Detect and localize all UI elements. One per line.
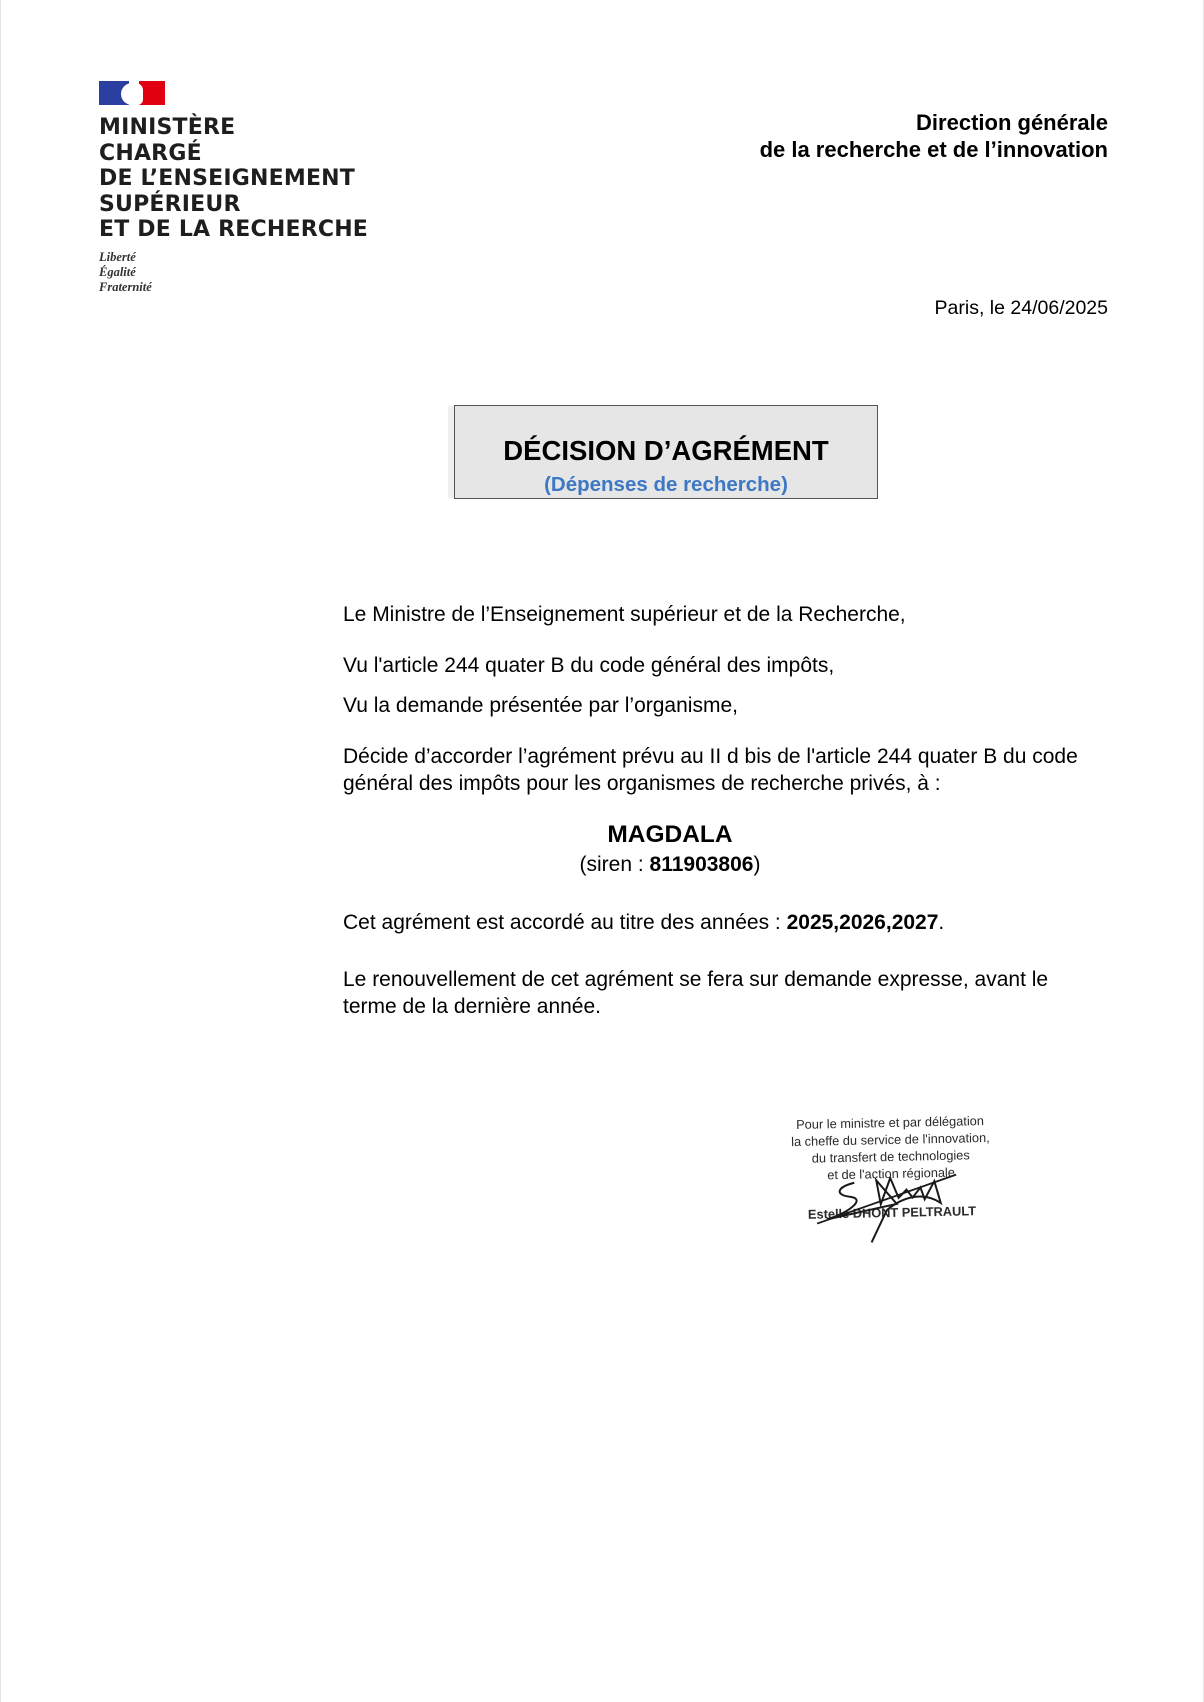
handwritten-signature-icon xyxy=(806,1162,978,1246)
signatory-name: Estelle DHONT PELTRAULT xyxy=(807,1203,977,1222)
vu-article-line: Vu l'article 244 quater B du code général des impôts, xyxy=(343,654,835,677)
decision-paragraph: Décide d’accorder l’agrément prévu au II d bis de l'article 244 quater B du code général des impôts pour les organismes de recherche privés, à : xyxy=(343,745,1078,795)
siren-number: 811903806 xyxy=(649,853,754,876)
organisation-siren: (siren : 811903806) xyxy=(579,853,761,876)
minister-line: Le Ministre de l’Enseignement supérieur et de la Recherche, xyxy=(343,603,906,626)
document-subtitle: (Dépenses de recherche) xyxy=(544,473,788,496)
vu-demande-line: Vu la demande présentée par l’organisme, xyxy=(343,694,738,717)
ministry-logo xyxy=(99,81,368,295)
issuing-direction: Direction générale de la recherche et de l’innovation xyxy=(759,110,1108,162)
republic-motto: Liberté Égalité Fraternité xyxy=(99,249,152,294)
signature-block: Pour le ministre et par délégation la cheffe du service de l'innovation, du transfert de technologies et de l'action régionale Estelle DHONT PELTRAULT xyxy=(745,1111,1037,1224)
document-date: Paris, le 24/06/2025 xyxy=(934,297,1108,319)
title-box xyxy=(454,405,878,499)
organisation-name: MAGDALA xyxy=(607,821,733,848)
approved-years: 2025,2026,2027 xyxy=(786,911,939,934)
years-line: Cet agrément est accordé au titre des années : 2025,2026,2027. xyxy=(343,911,945,934)
marianne-flag-icon xyxy=(99,81,165,105)
document-title: DÉCISION D’AGRÉMENT xyxy=(503,435,829,466)
ministry-name: MINISTÈRE CHARGÉ DE L’ENSEIGNEMENT SUPÉRIEUR ET DE LA RECHERCHE xyxy=(99,115,369,242)
renewal-paragraph: Le renouvellement de cet agrément se fera sur demande expresse, avant le terme de la dernière année. xyxy=(343,968,1049,1018)
